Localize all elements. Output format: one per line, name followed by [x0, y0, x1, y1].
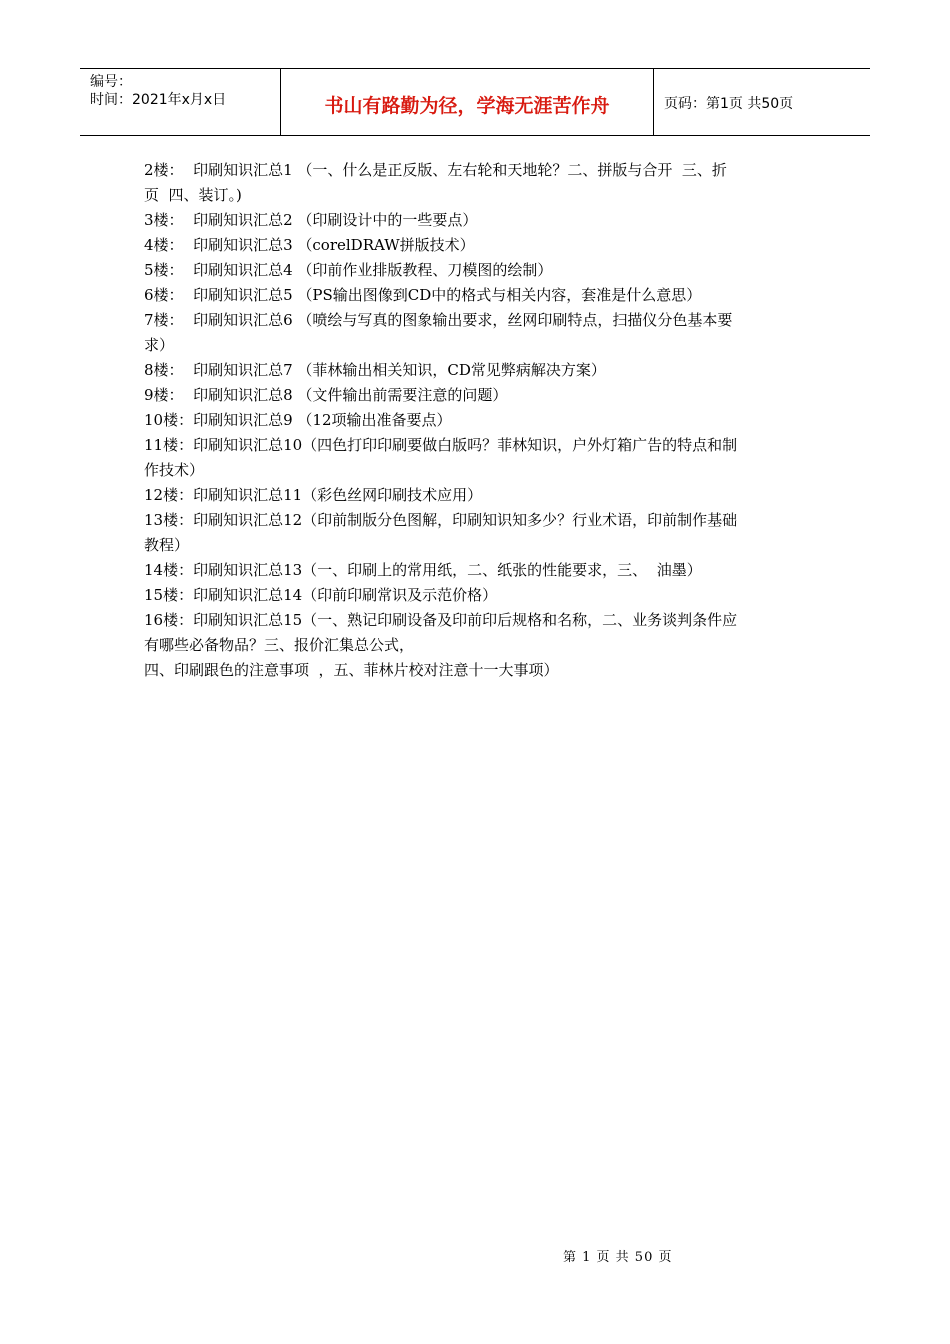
- body-line: 四、印刷跟色的注意事项 ，五、菲林片校对注意十一大事项）: [144, 661, 559, 679]
- body-line: 2楼： 印刷知识汇总1 （一、什么是正反版、左右轮和天地轮？二、拼版与合开 三、折: [144, 161, 727, 179]
- body-line: 求）: [144, 336, 175, 354]
- body-line: 8楼： 印刷知识汇总7 （菲林输出相关知识，CD常见弊病解决方案）: [144, 361, 606, 379]
- body-line: 有哪些必备物品？三、报价汇集总公式，: [144, 636, 415, 654]
- header-motto: 书山有路勤为径，学海无涯苦作舟: [281, 69, 654, 135]
- footer-page-number: 第 1 页 共 50 页: [563, 1250, 673, 1265]
- header-meta: [80, 69, 281, 135]
- body-line: 9楼： 印刷知识汇总8 （文件输出前需要注意的问题）: [144, 386, 508, 404]
- body-line: 3楼： 印刷知识汇总2 （印刷设计中的一些要点）: [144, 211, 478, 229]
- body-line: 16楼：印刷知识汇总15（一、熟记印刷设备及印前印后规格和名称，二、业务谈判条件应: [144, 611, 738, 629]
- body-line: 11楼：印刷知识汇总10（四色打印印刷要做白版吗？菲林知识，户外灯箱广告的特点和制: [144, 436, 738, 454]
- body-line: 15楼：印刷知识汇总14（印前印刷常识及示范价格）: [144, 586, 498, 604]
- document-time-label: 时间：2021年x月x日: [90, 92, 227, 108]
- body-line: 6楼： 印刷知识汇总5 （PS输出图像到CD中的格式与相关内容，套准是什么意思）: [144, 286, 702, 304]
- body-line: 12楼：印刷知识汇总11（彩色丝网印刷技术应用）: [144, 486, 483, 504]
- body-line: 作技术）: [144, 461, 205, 479]
- body-line: 10楼：印刷知识汇总9 （12项输出准备要点）: [144, 411, 452, 429]
- header-page-info: 页码：第1页 共50页: [664, 96, 794, 112]
- document-body: [144, 158, 812, 683]
- document-number-label: 编号：: [90, 74, 132, 90]
- body-line: 4楼： 印刷知识汇总3 （corelDRAW拼版技术）: [144, 236, 475, 254]
- document-header: [80, 68, 870, 136]
- body-line: 页 四、装订。): [144, 186, 242, 204]
- body-line: 13楼：印刷知识汇总12（印前制版分色图解，印刷知识知多少？行业术语，印前制作基础: [144, 511, 738, 529]
- body-line: 教程）: [144, 536, 190, 554]
- body-line: 7楼： 印刷知识汇总6 （喷绘与写真的图象输出要求，丝网印刷特点，扫描仪分色基本要: [144, 311, 733, 329]
- body-line: 14楼：印刷知识汇总13（一、印刷上的常用纸，二、纸张的性能要求，三、 油墨）: [144, 561, 702, 579]
- body-line: 5楼： 印刷知识汇总4 （印前作业排版教程、刀模图的绘制）: [144, 261, 553, 279]
